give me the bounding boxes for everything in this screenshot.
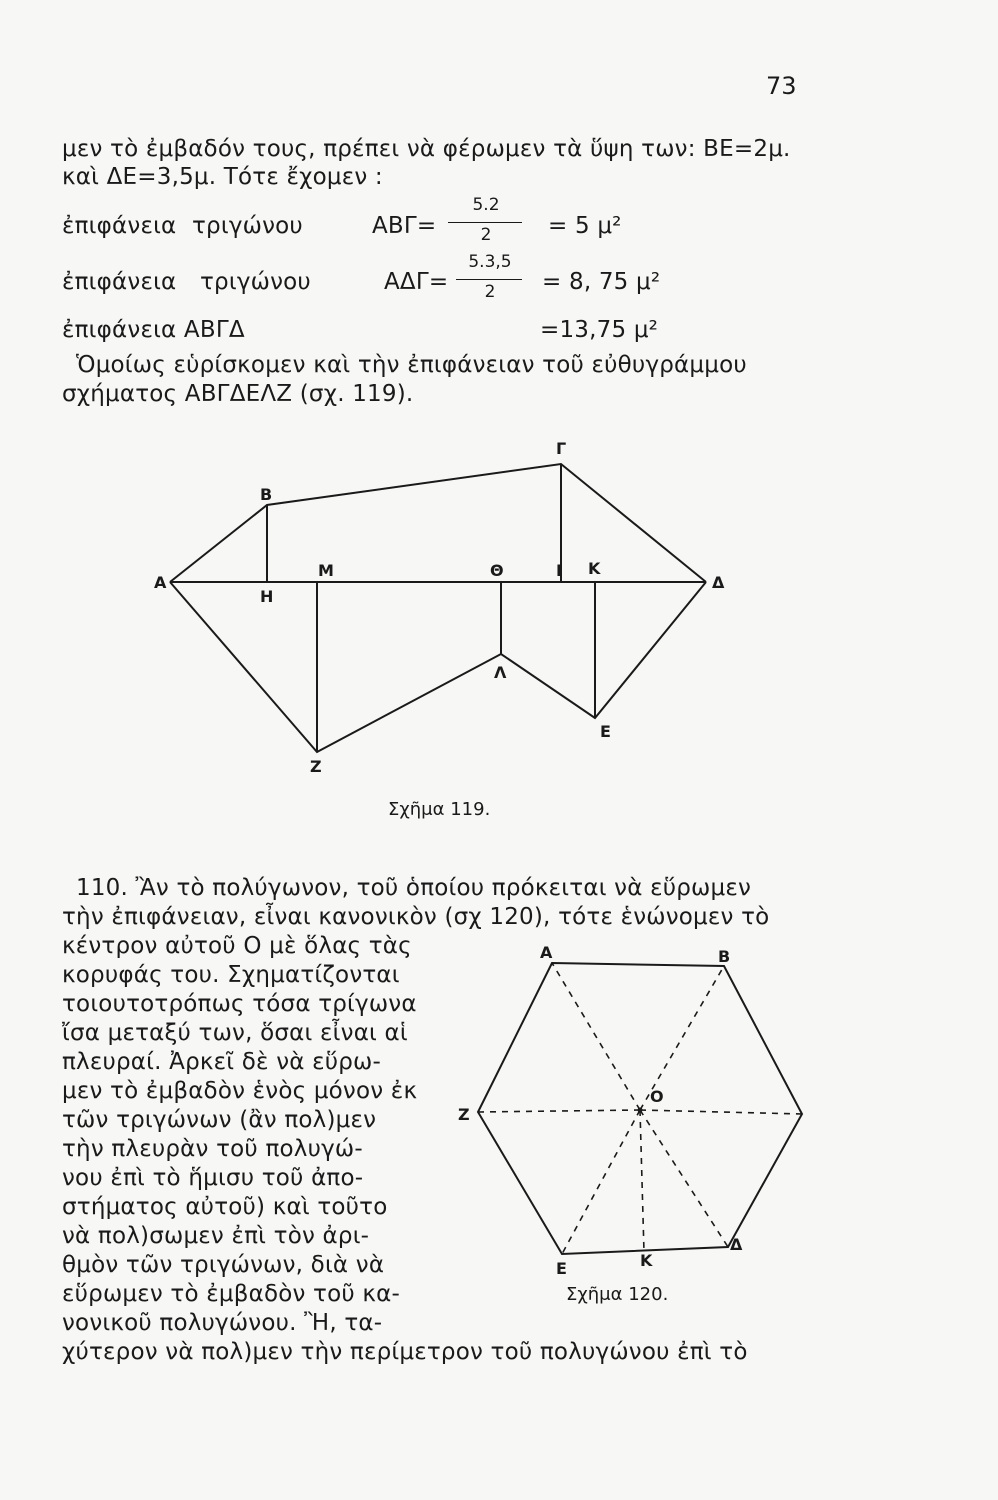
fig119-label-Z: Ζ [310,757,322,776]
fig120-label-K: Κ [640,1251,653,1270]
fig119-label-A: Α [154,573,167,592]
fig120-radius-OA [552,963,640,1110]
para110-line-14: θμὸν τῶν τριγώνων, διὰ νὰ [62,1252,385,1278]
formula2-denominator: 2 [484,282,496,302]
para110-line-11: νου ἐπὶ τὸ ἥμισυ τοῦ ἀπο- [62,1165,364,1191]
para110-line-3: κέντρον αὐτοῦ Ο μὲ ὅλας τὰς [62,933,412,959]
fig120-radius-OD [640,1110,728,1247]
fig120-apothem-OK [640,1110,644,1252]
formula2-label: ἐπιφάνεια [62,269,177,295]
fig120-label-B: Β [718,947,731,966]
fig119-label-M: Μ [318,561,334,580]
para110-line-2: τὴν ἐπιφάνειαν, εἶναι κανονικὸν (σχ 120), τότε ἑνώνομεν τὸ [62,904,770,930]
fig119-label-B: Β [260,485,273,504]
para110-line-6: ἴσα μεταξύ των, ὅσαι εἶναι αἱ [62,1020,408,1046]
para110-line-15: εὕρωμεν τὸ ἐμβαδὸν τοῦ κα- [62,1281,401,1307]
similar-line-1: Ὁμοίως εὑρίσκομεν καὶ τὴν ἐπιφάνειαν τοῦ εὐθυγράμμου [76,352,747,378]
formula2-name: ΑΔΓ= [384,269,449,295]
fig119-label-D: Δ [712,573,725,592]
formula3-result: =13,75 μ² [540,317,659,343]
para110-line-16: νονικοῦ πολυγώνου. Ἢ, τα- [62,1310,383,1336]
formula2-label2: τριγώνου [200,269,311,295]
para110-line-9: τῶν τριγώνων (ἂν πολ)μεν [62,1107,377,1133]
page-number: 73 [766,72,797,100]
formula1-numerator: 5.2 [472,195,500,215]
fig119-label-K: Κ [588,559,601,578]
fig119-caption: Σχῆμα 119. [388,799,491,820]
para110-line-4: κορυφάς του. Σχηματίζονται [62,962,400,988]
fig120-radius-OZ [478,1110,640,1112]
fig120-label-O: Ο [650,1087,664,1106]
fig120-radius-OG [640,1110,802,1114]
formula1-denominator: 2 [480,225,492,245]
fig120-caption: Σχῆμα 120. [566,1284,669,1305]
para110-line-1: 110. Ἂν τὸ πολύγωνον, τοῦ ὁποίου πρόκειται νὰ εὕρωμεν [76,875,752,901]
para110-line-17: χύτερον νὰ πολ)μεν τὴν περίμετρον τοῦ πολυγώνου ἐπὶ τὸ [62,1339,748,1365]
formula2-numerator: 5.3,5 [468,252,512,272]
fig120-label-Z: Ζ [458,1105,470,1124]
fig119-label-Th: Θ [490,561,504,580]
formula1-result: = 5 μ² [548,213,622,239]
fig119-label-I: Ι [556,561,562,580]
formula1-label: ἐπιφάνεια [62,213,177,239]
para110-line-5: τοιουτοτρόπως τόσα τρίγωνα [62,991,417,1017]
fig119-label-L: Λ [494,663,507,682]
fig120-label-A: Α [540,943,553,962]
fig120-radius-OE [562,1110,640,1254]
fig119-label-E: Ε [600,722,611,741]
para110-line-10: τὴν πλευρὰν τοῦ πολυγώ- [62,1136,363,1162]
para110-line-13: νὰ πολ)σωμεν ἐπὶ τὸν ἀρι- [62,1223,370,1249]
para110-line-12: στήματος αὐτοῦ) καὶ τοῦτο [62,1194,388,1220]
intro-line-2: καὶ ΔΕ=3,5μ. Τότε ἔχομεν : [62,164,383,190]
fig119-label-G: Γ [556,439,567,458]
similar-line-2: σχήματος ΑΒΓΔΕΛΖ (σχ. 119). [62,381,414,407]
formula1-name: ΑΒΓ= [372,213,437,239]
fig120-label-D: Δ [730,1235,743,1254]
formula3-label: ἐπιφάνεια ΑΒΓΔ [62,317,245,343]
fig119-label-H: Η [260,587,274,606]
fig120-label-E: Ε [556,1259,567,1278]
para110-line-7: πλευραί. Ἀρκεῖ δὲ νὰ εὕρω- [62,1049,382,1075]
intro-line-1: μεν τὸ ἐμβαδόν τους, πρέπει νὰ φέρωμεν τὰ ὕψη των: ΒΕ=2μ. [62,136,791,162]
para110-line-8: μεν τὸ ἐμβαδὸν ἑνὸς μόνον ἐκ [62,1078,418,1104]
fig120-center-point [638,1108,643,1113]
formula1-label2: τριγώνου [192,213,303,239]
formula2-result: = 8, 75 μ² [542,269,661,295]
